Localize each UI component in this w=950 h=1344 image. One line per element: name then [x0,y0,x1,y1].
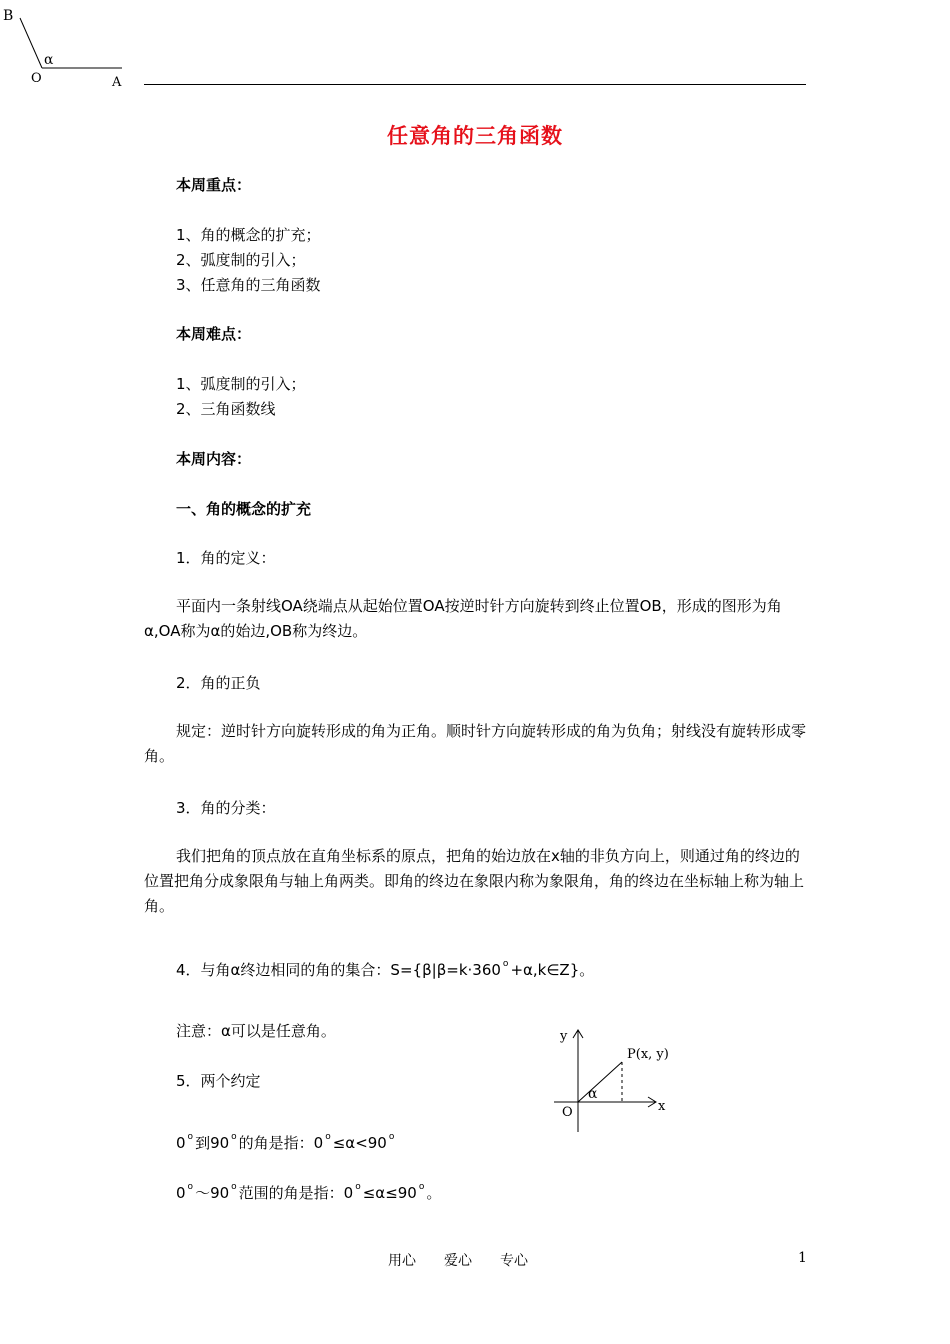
label-alpha: α [44,52,54,68]
classification-paragraph: 我们把角的顶点放在直角坐标系的原点，把角的始边放在x轴的非负方向上，则通过角的终边的位置把角分成象限角与轴上角两类。即角的终边在象限内称为象限角，角的终边在坐标轴上称为轴上角。 [144,847,805,915]
label-a: A [112,75,122,90]
degree-mark: o [502,959,509,969]
sign-paragraph: 规定：逆时针方向旋转形成的角为正角。顺时针方向旋转形成的角为负角；射线没有旋转形成零角。 [144,722,807,765]
page-number: 1 [798,1250,807,1266]
key-points-heading: 本周重点： [176,176,252,194]
ray-ob [20,18,42,68]
alpha-label: α [588,1086,598,1102]
coordinate-figure [548,1022,698,1132]
definition-paragraph: 平面内一条射线OA绕端点从起始位置OA按逆时针方向旋转到终止位置OB，形成的图形为角α,OA称为α的始边,OB称为终边。 [144,597,782,640]
key-point-item: 1、角的概念的扩充； [176,226,321,244]
key-point-item: 3、任意角的三角函数 [176,276,321,294]
point-label: P(x, y) [627,1047,669,1062]
convention-1: 0 $^o$ 到90 $^o$ 的角是指：0 $^o$ ≤α<90 $^o$ [176,1132,395,1152]
note: 注意：α可以是任意角。 [176,1022,336,1040]
definition-heading: 1．角的定义： [176,549,276,567]
angle-figure [0,0,140,95]
terminal-side [578,1062,622,1102]
conventions-heading: 5．两个约定 [176,1072,261,1090]
origin-label: O [562,1105,573,1120]
sign-heading: 2．角的正负 [176,674,261,692]
footer-word: 爱心 [444,1253,472,1269]
difficulty-item: 1、弧度制的引入； [176,375,306,393]
classification-heading: 3．角的分类： [176,799,276,817]
footer-word: 用心 [388,1253,416,1269]
footer-word: 专心 [500,1253,528,1269]
label-o: O [31,71,42,86]
difficulty-item: 2、三角函数线 [176,400,276,418]
header-rule [144,84,806,85]
document-title: 任意角的三角函数 [387,124,563,148]
footer [388,1250,556,1270]
key-point-item: 2、弧度制的引入； [176,251,306,269]
difficulties-heading: 本周难点： [176,325,252,343]
convention-2: 0 $^o$ ～90 $^o$ 范围的角是指：0 $^o$ ≤α≤90 $^o$ 。 [176,1182,442,1202]
coterminal-set: 4．与角α终边相同的角的集合：S={β|β=k·360 $^o$ +α,k∈Z}。 [176,959,595,979]
section-heading: 一、角的概念的扩充 [176,500,312,518]
x-label: x [658,1099,666,1114]
content-heading: 本周内容： [176,450,252,468]
label-b: B [3,8,14,24]
y-label: y [560,1029,568,1044]
